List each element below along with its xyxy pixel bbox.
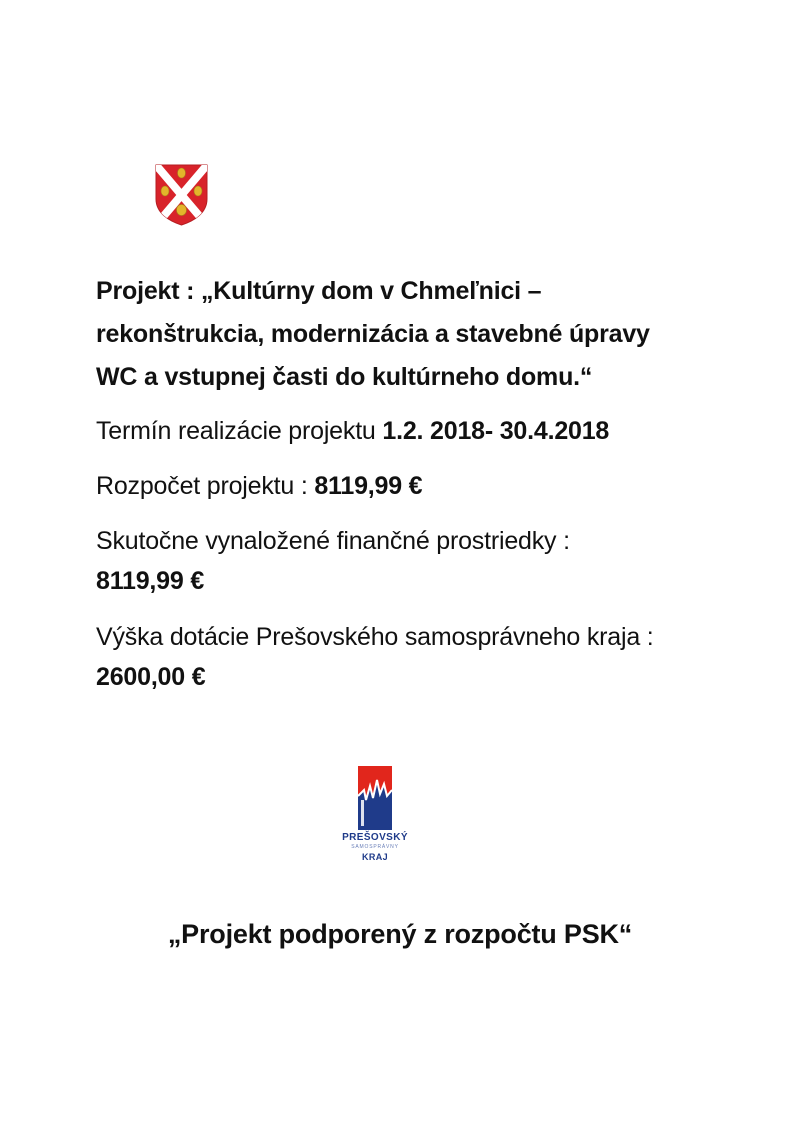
term-line <box>96 416 609 446</box>
spent-label: Skutočne vynaložené finančné prostriedky : <box>96 527 570 555</box>
coat-of-arms-icon <box>154 163 209 227</box>
spent-value: 8119,99 € <box>96 567 205 595</box>
psk-logo <box>334 766 416 874</box>
subsidy-value: 2600,00 € <box>96 663 206 691</box>
project-title-line-3: WC a vstupnej časti do kultúrneho domu.“ <box>96 363 593 391</box>
psk-flag-icon <box>358 766 392 830</box>
budget-label: Rozpočet projektu : <box>96 472 315 500</box>
project-title-line-1: Projekt : „Kultúrny dom v Chmeľnici – <box>96 277 542 305</box>
subsidy-label: Výška dotácie Prešovského samosprávneho kraja : <box>96 623 654 651</box>
psk-logo-sub: SAMOSPRÁVNY <box>351 844 399 850</box>
psk-logo-name: PREŠOVSKÝ <box>342 832 408 843</box>
budget-value: 8119,99 € <box>314 472 423 500</box>
term-value: 1.2. 2018- 30.4.2018 <box>382 417 610 445</box>
project-title <box>96 270 736 399</box>
budget-line <box>96 471 422 501</box>
term-label: Termín realizácie projektu <box>96 417 383 445</box>
project-title-line-2: rekonštrukcia, modernizácia a stavebné úpravy <box>96 320 650 348</box>
support-statement: „Projekt podporený z rozpočtu PSK“ <box>167 919 633 949</box>
psk-logo-kraj: KRAJ <box>361 852 389 862</box>
